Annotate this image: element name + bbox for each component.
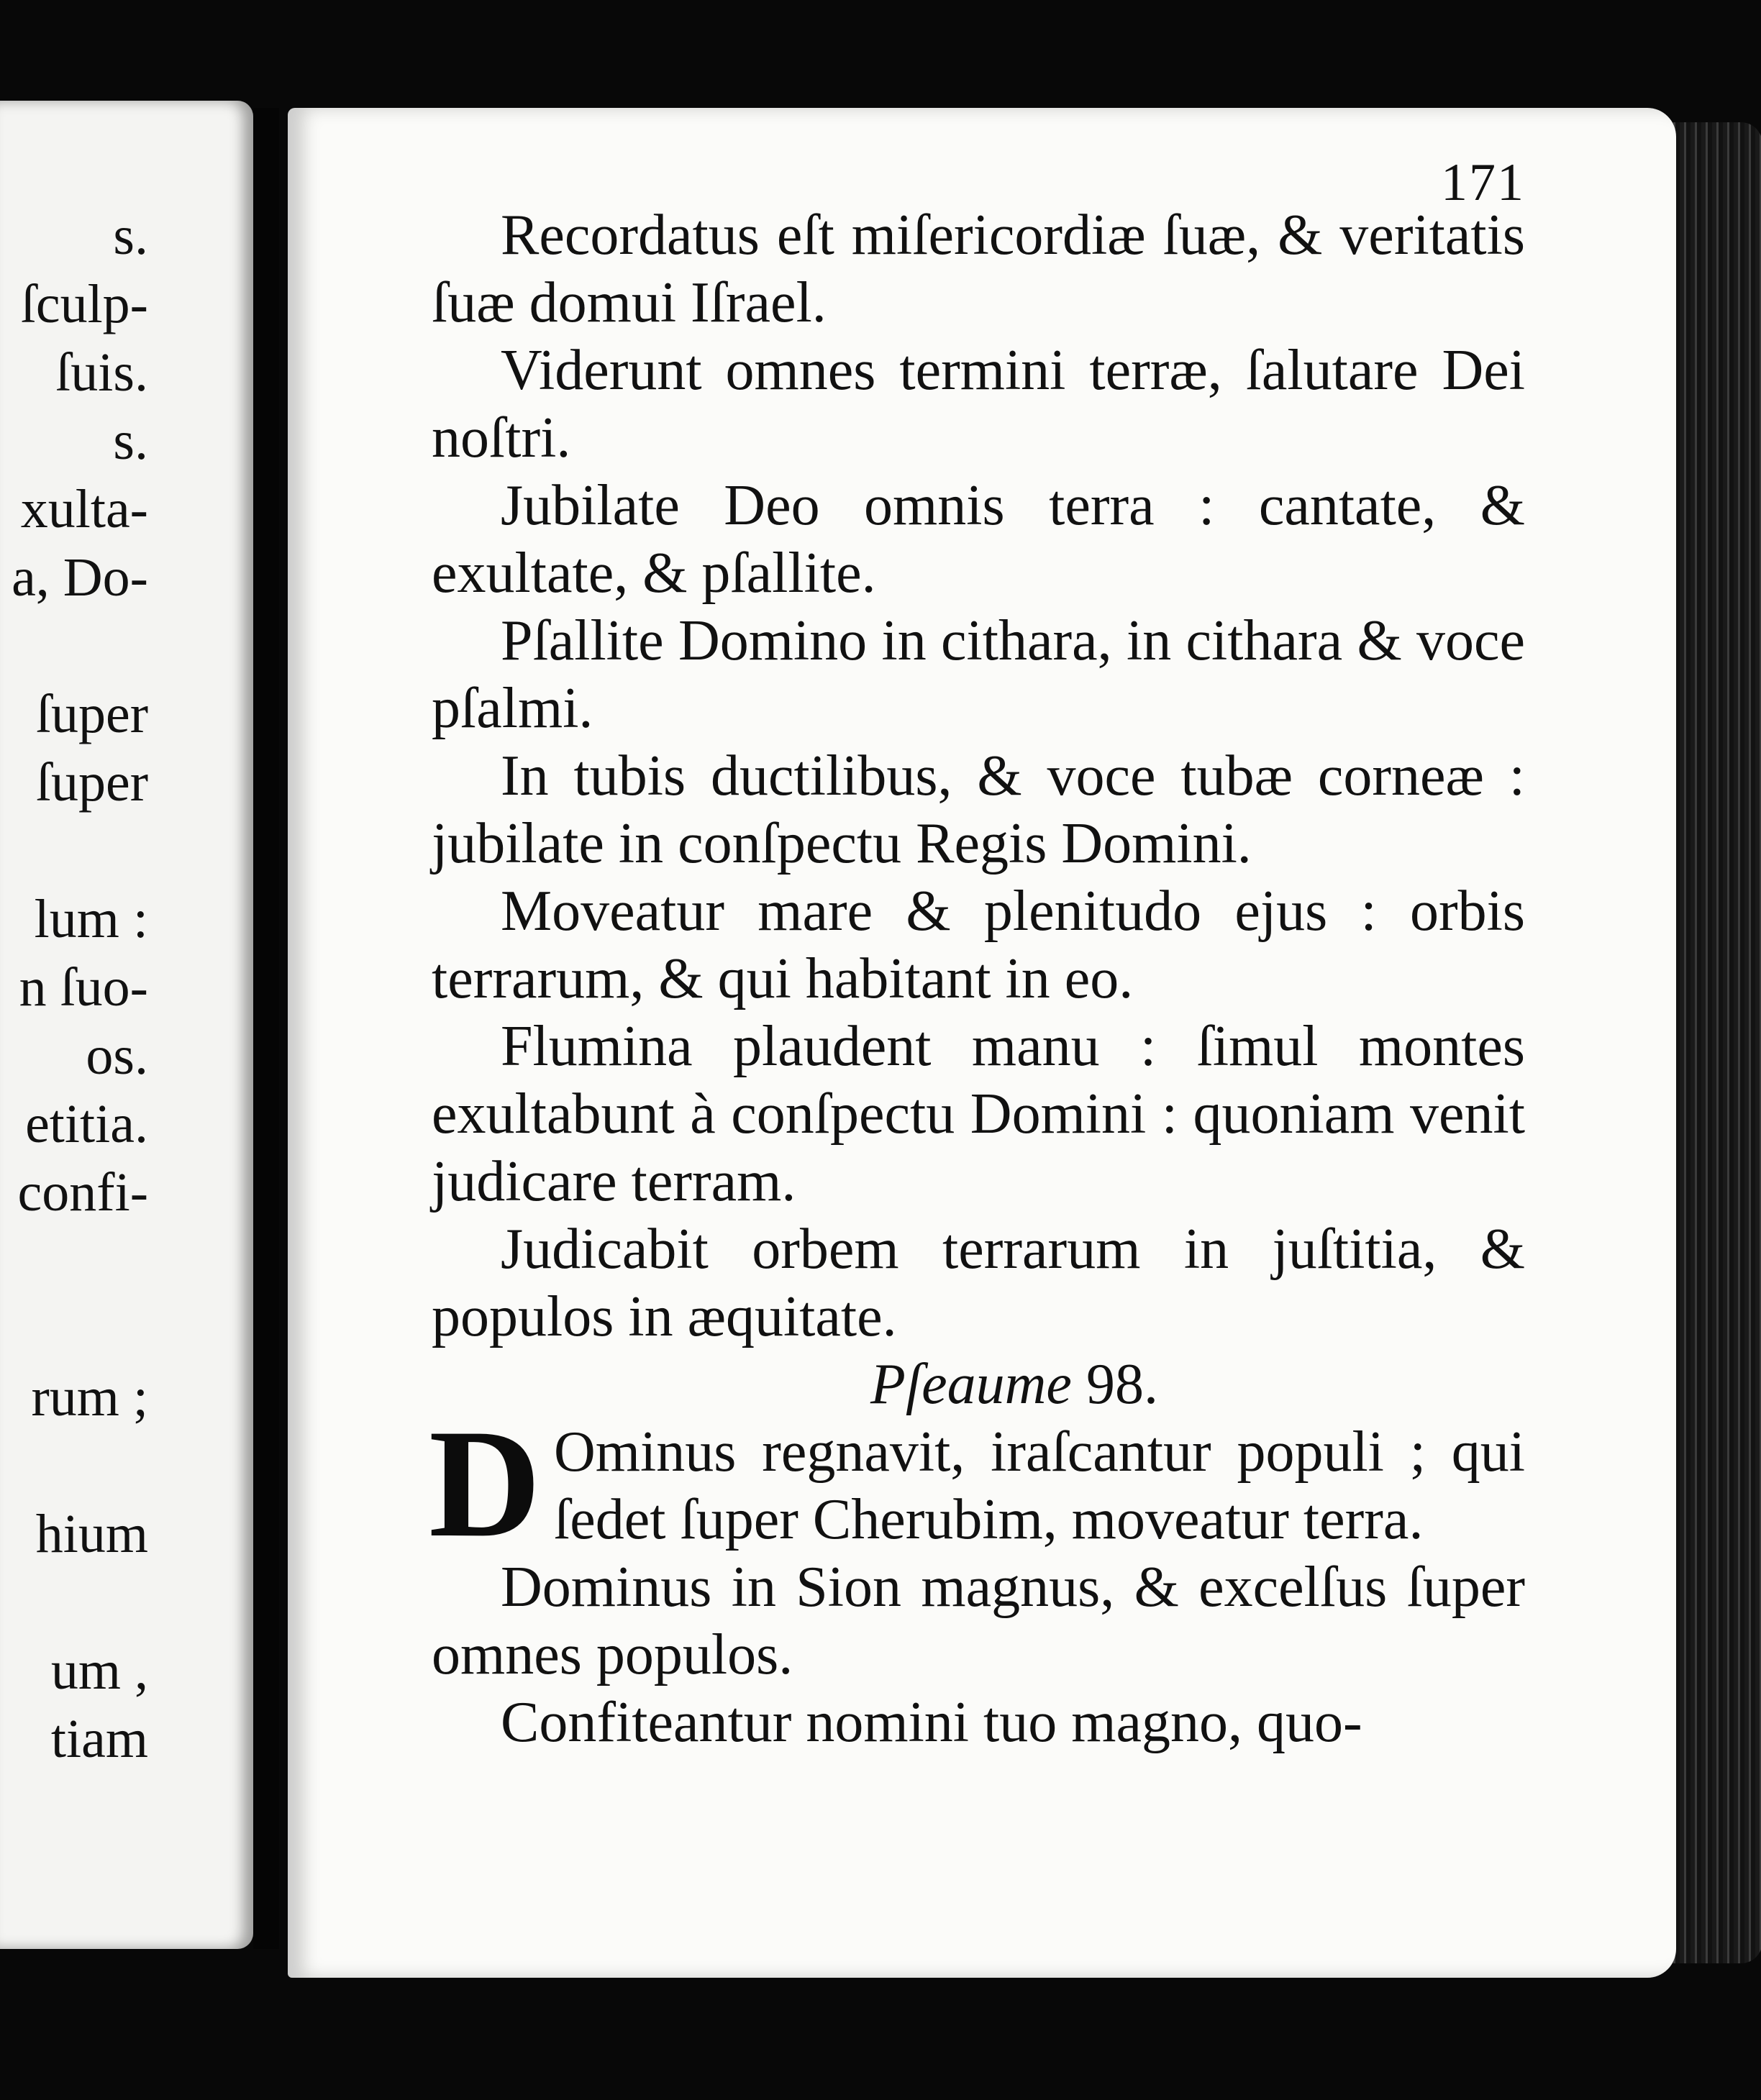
- page-number: 171: [1441, 153, 1525, 212]
- left-page-line: ſuis.: [55, 342, 148, 403]
- verse-last-line: Confiteantur nomini tuo magno, quo-: [501, 1691, 1362, 1754]
- dropcap-paragraph-text: Ominus regnavit, iraſcantur populi ; qui ſedet ſuper Cherubim, moveatur terra.: [554, 1420, 1525, 1551]
- left-page-line: s.: [113, 411, 148, 471]
- left-page-line: ſculp-: [20, 274, 148, 334]
- left-page-line: rum ;: [31, 1367, 148, 1428]
- book-gutter: [253, 108, 279, 1949]
- left-page-line: um ,: [50, 1640, 148, 1701]
- left-page-line: lum :: [34, 889, 148, 949]
- verse-paragraph: Pſallite Domino in cithara, in cithara & voce pſalmi.: [432, 609, 1525, 740]
- verse-paragraph: Viderunt omnes termini terræ, ſalutare Dei noſtri.: [432, 339, 1525, 470]
- verse-paragraph: In tubis ductilibus, & voce tubæ corneæ : jubilate in conſpectu Regis Domini.: [432, 744, 1525, 875]
- psalm-heading-word: Pſeaume: [870, 1353, 1072, 1416]
- right-page-171: [288, 108, 1676, 1978]
- verse-paragraph: Dominus in Sion magnus, & excelſus ſuper omnes populos.: [432, 1556, 1525, 1686]
- dropcap-paragraph: [429, 1397, 1525, 1569]
- left-page-line: n ſuo-: [19, 957, 148, 1018]
- psalm-heading: [432, 1351, 1525, 1418]
- left-facing-page: [0, 101, 253, 1949]
- psalm-heading-number: 98.: [1086, 1353, 1158, 1416]
- left-page-line: tiam: [50, 1709, 148, 1769]
- verse-paragraph: Judicabit orbem terrarum in juſtitia, & populos in æquitate.: [432, 1218, 1525, 1348]
- verse-paragraph: Moveatur mare & plenitudo ejus : orbis terrarum, & qui habitant in eo.: [432, 880, 1525, 1010]
- left-page-line: etitia.: [25, 1094, 148, 1154]
- verse-paragraph: Jubilate Deo omnis terra : cantate, & exultate, & pſallite.: [432, 474, 1525, 605]
- left-page-line: xulta-: [20, 479, 148, 539]
- left-page-line: ſuper: [35, 752, 148, 813]
- dropcap-letter: D: [429, 1397, 541, 1569]
- left-page-line: hium: [35, 1504, 148, 1564]
- left-page-line: a, Do-: [12, 547, 148, 608]
- left-page-line: confi-: [17, 1162, 148, 1223]
- verse-paragraph: Flumina plaudent manu : ſimul montes exultabunt à conſpectu Domini : quoniam venit judicare terram.: [432, 1015, 1525, 1213]
- left-page-line: s.: [113, 206, 148, 266]
- verse-paragraph: Recordatus eſt miſericordiæ ſuæ, & veritatis ſuæ domui Iſrael.: [432, 204, 1525, 334]
- left-page-line: os.: [86, 1026, 148, 1086]
- left-page-line: ſuper: [35, 684, 148, 744]
- page-text: [429, 201, 1525, 1756]
